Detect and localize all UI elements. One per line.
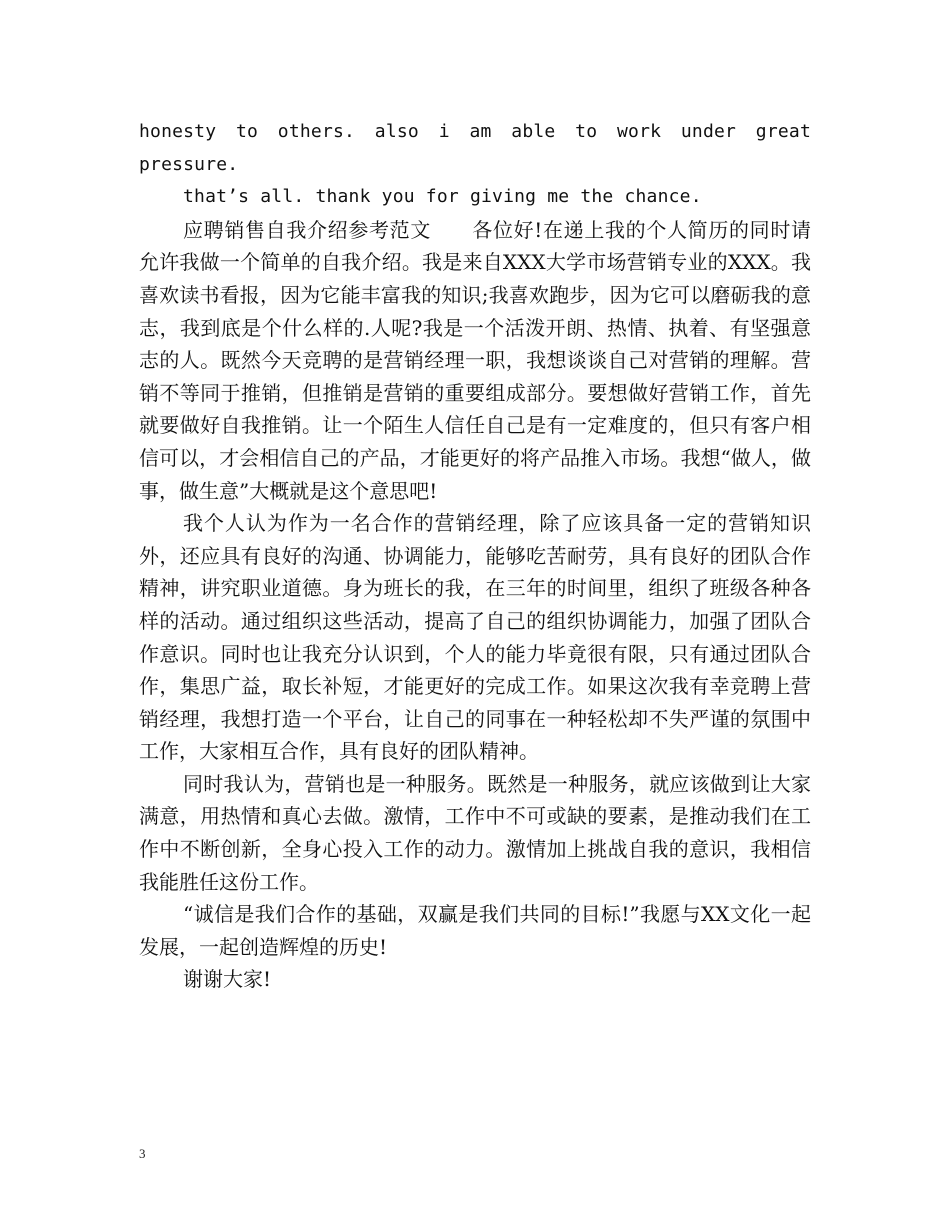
paragraph-teamwork: 我个人认为作为一名合作的营销经理，除了应该具备一定的营销知识外，还应具有良好的沟通、协调能力，能够吃苦耐劳，具有良好的团队合作精神，讲究职业道德。身为班长的我，在三年的时间里，组织了班级各种各样的活动。通过组织这些活动，提高了自己的组织协调能力，加强了团队合作意识。同时也让我充分认识到，个人的能力毕竟很有限，只有通过团队合作，集思广益，取长补短，才能更好的完成工作。如果这次我有幸竞聘上营销经理，我想打造一个平台，让自己的同事在一种轻松却不失严谨的氛围中工作，大家相互合作，具有良好的团队精神。 [139,511,811,764]
page-number: 3 [139,1146,146,1161]
paragraph-motto: “诚信是我们合作的基础，双赢是我们共同的目标!”我愿与XX文化一起发展，一起创造辉煌的历史! [139,902,811,959]
paragraph-heading-intro: 应聘销售自我介绍参考范文 各位好!在递上我的个人简历的同时请允许我做一个简单的自我介绍。我是来自XXX大学市场营销专业的XXX。我喜欢读书看报，因为它能丰富我的知识;我喜欢跑步，因为它可以磨砺我的意志，我到底是个什么样的.人呢?我是一个活泼开朗、热情、执着、有坚强意志的人。既然今天竞聘的是营销经理一职，我想谈谈自己对营销的理解。营销不等同于推销，但推销是营销的重要组成部分。要想做好营销工作，首先就要做好自我推销。让一个陌生人信任自己是有一定难度的，但只有客户相信可以，才会相信自己的产品，才能更好的将产品推入市场。我想“做人，做事，做生意”大概就是这个意思吧! [139,217,811,503]
paragraph-thanks: 谢谢大家! [183,967,272,992]
body-text [139,116,811,996]
paragraph-continued-english: honesty to others. also i am able to work under great pressure. [139,121,811,175]
paragraph-service: 同时我认为，营销也是一种服务。既然是一种服务，就应该做到让大家满意，用热情和真心去做。激情，工作中不可或缺的要素，是推动我们在工作中不断创新，全身心投入工作的动力。激情加上挑战自我的意识，我相信我能胜任这份工作。 [139,771,811,894]
paragraph-closing-english: that’s all. thank you for giving me the chance. [183,186,702,208]
